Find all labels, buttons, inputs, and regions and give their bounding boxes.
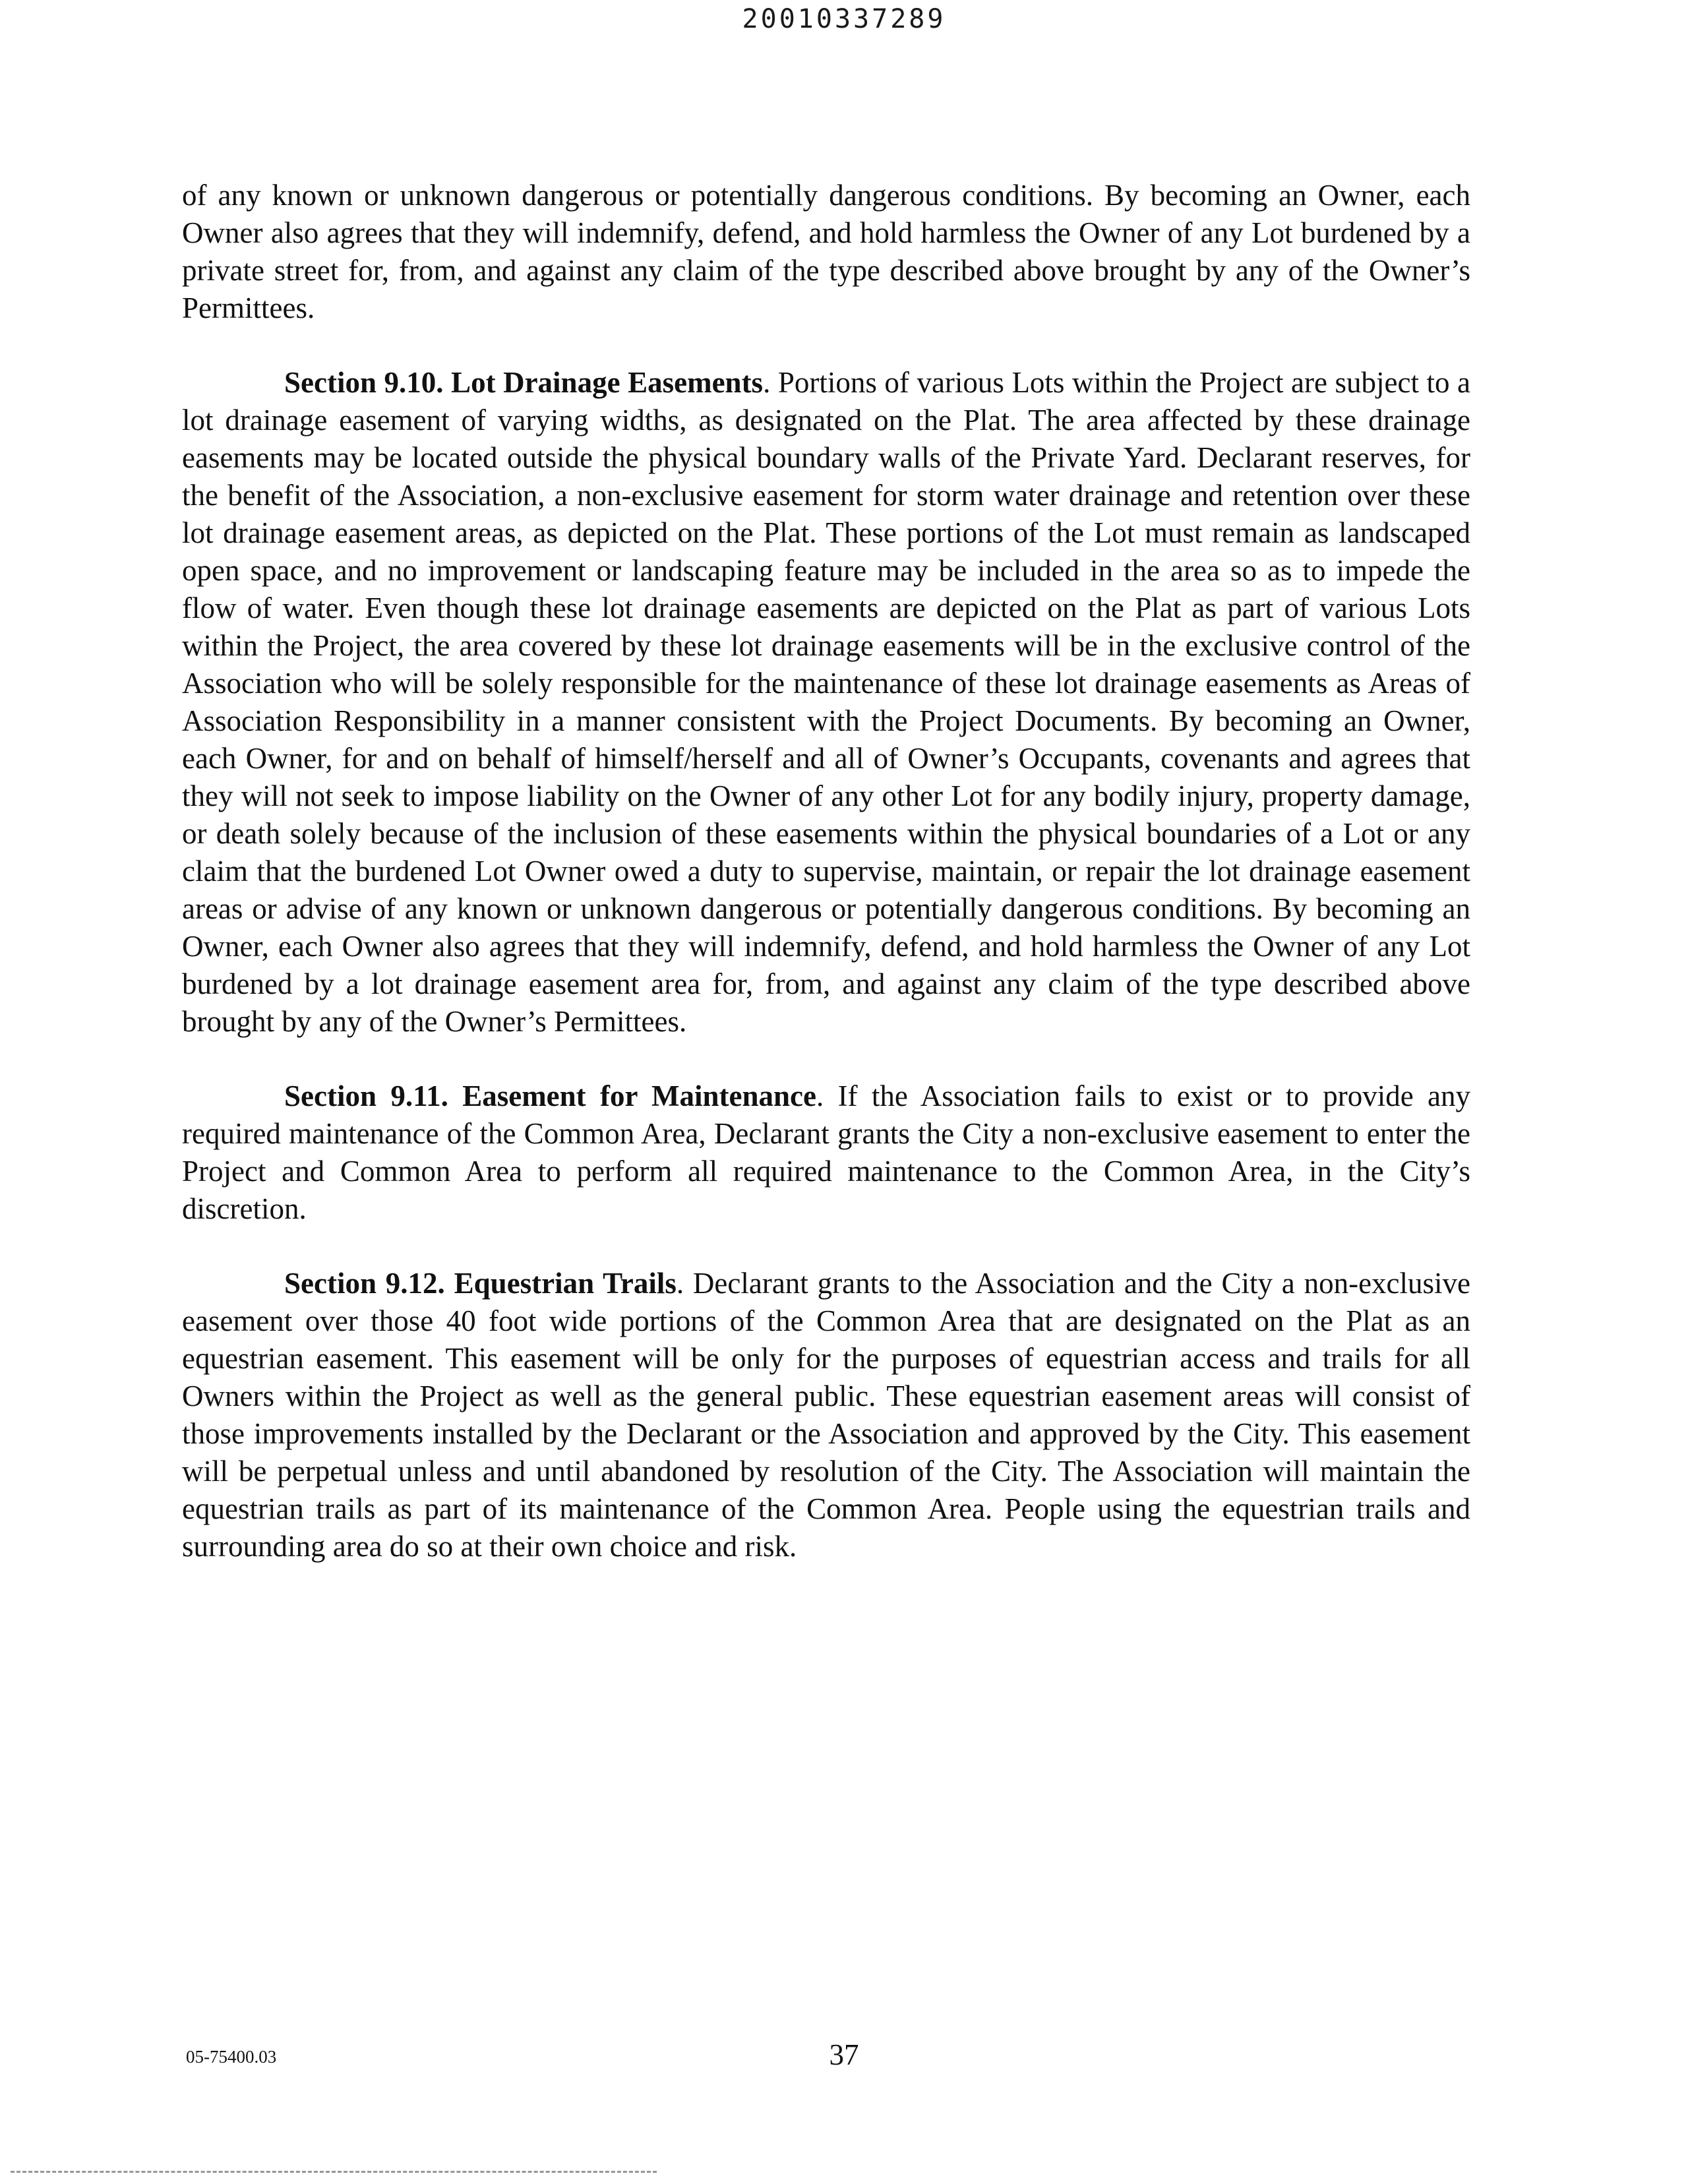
document-code: 05-75400.03 bbox=[186, 2047, 277, 2067]
paragraph-text: . If the Association fails to exist or to provide any required maintenance of the Common Area, Declarant grants the City a non-exclusive easement to enter the Project and Common Area to perform all required maintenance to the Common Area, in the City’s discretion. bbox=[182, 1079, 1470, 1225]
section-9-10-paragraph bbox=[182, 364, 1470, 1041]
page-number: 37 bbox=[829, 2038, 859, 2071]
document-body bbox=[182, 177, 1470, 1602]
section-heading: Section 9.11. Easement for Maintenance bbox=[284, 1079, 816, 1112]
section-9-11-paragraph bbox=[182, 1077, 1470, 1228]
section-heading: Section 9.12. Equestrian Trails bbox=[284, 1267, 677, 1300]
paragraph-continuation bbox=[182, 177, 1470, 327]
recording-number: 20010337289 bbox=[742, 4, 946, 34]
scan-edge-artifact bbox=[11, 2171, 657, 2173]
section-9-12-paragraph bbox=[182, 1265, 1470, 1565]
paragraph-text: . Portions of various Lots within the Project are subject to a lot drainage easement of varying widths, as designated on the Plat. The area affected by these drainage easements may be located outside the physical boundary walls of the Private Yard. Declarant reserves, for the benefit of the Association, a non-exclusive easement for storm water drainage and retention over these lot drainage easement areas, as depicted on the Plat. These portions of the Lot must remain as landscaped open space, and no improvement or landscaping feature may be included in the area so as to impede the flow of water. Even though these lot drainage easements are depicted on the Plat as part of various Lots within the Project, the area covered by these lot drainage easements will be in the exclusive control of the Association who will be solely responsible for the maintenance of these lot drainage easements as Areas of Association Responsibility in a manner consistent with the Project Documents. By becoming an Owner, each Owner, for and on behalf of himself/herself and all of Owner’s Occupants, covenants and agrees that they will not seek to impose liability on the Owner of any other Lot for any bodily injury, property damage, or death solely because of the inclusion of these easements within the physical boundaries of a Lot or any claim that the burdened Lot Owner owed a duty to supervise, maintain, or repair the lot drainage easement areas or advise of any known or unknown dangerous or potentially dangerous conditions. By becoming an Owner, each Owner also agrees that they will indemnify, defend, and hold harmless the Owner of any Lot burdened by a lot drainage easement area for, from, and against any claim of the type described above brought by any of the Owner’s Permittees. bbox=[182, 366, 1470, 1038]
paragraph-text: . Declarant grants to the Association and the City a non-exclusive easement over those 40 foot wide portions of the Common Area that are designated on the Plat as an equestrian easement. This easement will be only for the purposes of equestrian access and trails for all Owners within the Project as well as the general public. These equestrian easement areas will consist of those improvements installed by the Declarant or the Association and approved by the City. This easement will be perpetual unless and until abandoned by resolution of the City. The Association will maintain the equestrian trails as part of its maintenance of the Common Area. People using the equestrian trails and surrounding area do so at their own choice and risk. bbox=[182, 1267, 1471, 1563]
section-heading: Section 9.10. Lot Drainage Easements bbox=[284, 366, 764, 399]
paragraph-text: of any known or unknown dangerous or potentially dangerous conditions. By becoming an Owner, each Owner also agrees that they will indemnify, defend, and hold harmless the Owner of any Lot burdened by a private street for, from, and against any claim of the type described above brought by any of the Owner’s Permittees. bbox=[182, 179, 1470, 324]
